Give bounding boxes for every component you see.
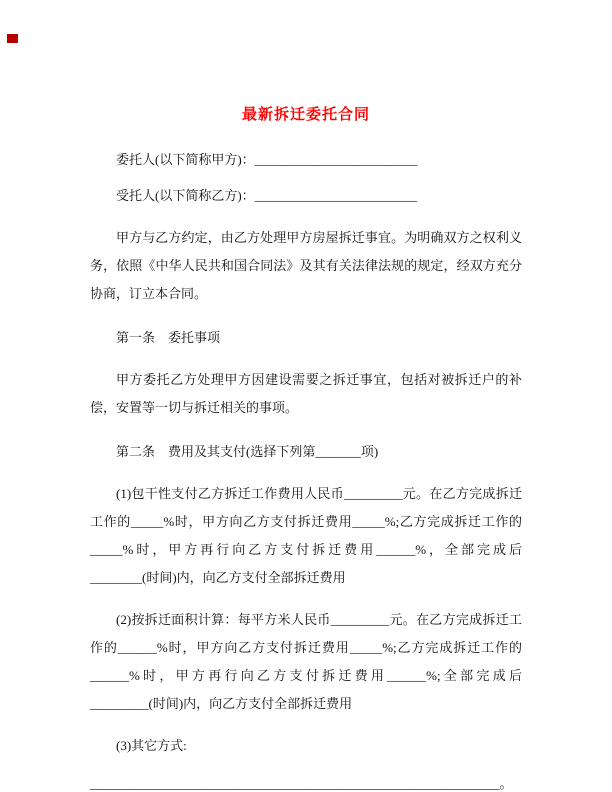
clause-2-heading: 第二条 费用及其支付(选择下列第_______项)	[116, 444, 379, 459]
document-title: 最新拆迁委托合同	[241, 107, 370, 123]
red-corner-marker	[7, 34, 18, 43]
clause-2-option-2: (2)按拆迁面积计算：每平方米人民币_________元。在乙方完成拆迁工作的______%时，甲方向乙方支付拆迁费用_____%;乙方完成拆迁工作的______%时，甲方再行向乙方支付拆迁费用______%;全部完成后_________(时间)内，向乙方支付全部拆迁费用	[90, 612, 522, 711]
party-b-label: 受托人(以下简称乙方)：	[116, 188, 255, 203]
party-b-blank: _________________________	[254, 188, 418, 203]
party-a-blank: _________________________	[254, 152, 418, 167]
paragraph-preamble: 甲方与乙方约定，由乙方处理甲方房屋拆迁事宜。为明确双方之权利义务，依照《中华人民共和国合同法》及其有关法律法规的规定，经双方充分协商，订立本合同。	[90, 230, 522, 301]
party-a-label: 委托人(以下简称甲方)：	[116, 152, 255, 167]
clause-1-body: 甲方委托乙方处理甲方因建设需要之拆迁事宜，包括对被拆迁户的补偿，安置等一切与拆迁相关的事项。	[90, 372, 522, 415]
clause-1-heading: 第一条 委托事项	[116, 330, 221, 345]
party-b-line	[90, 182, 522, 210]
clause-2-option-1: (1)包干性支付乙方拆迁工作费用人民币_________元。在乙方完成拆迁工作的_____%时，甲方向乙方支付拆迁费用_____%;乙方完成拆迁工作的_____%时，甲方再行向乙方支付拆迁费用______%，全部完成后________(时间)内，向乙方支付全部拆迁费用	[90, 486, 522, 585]
party-a-line	[90, 146, 522, 174]
clause-2-option-3: (3)其它方式:	[116, 738, 187, 753]
other-method-blank-line: _______________________________________________________________。	[90, 776, 513, 791]
